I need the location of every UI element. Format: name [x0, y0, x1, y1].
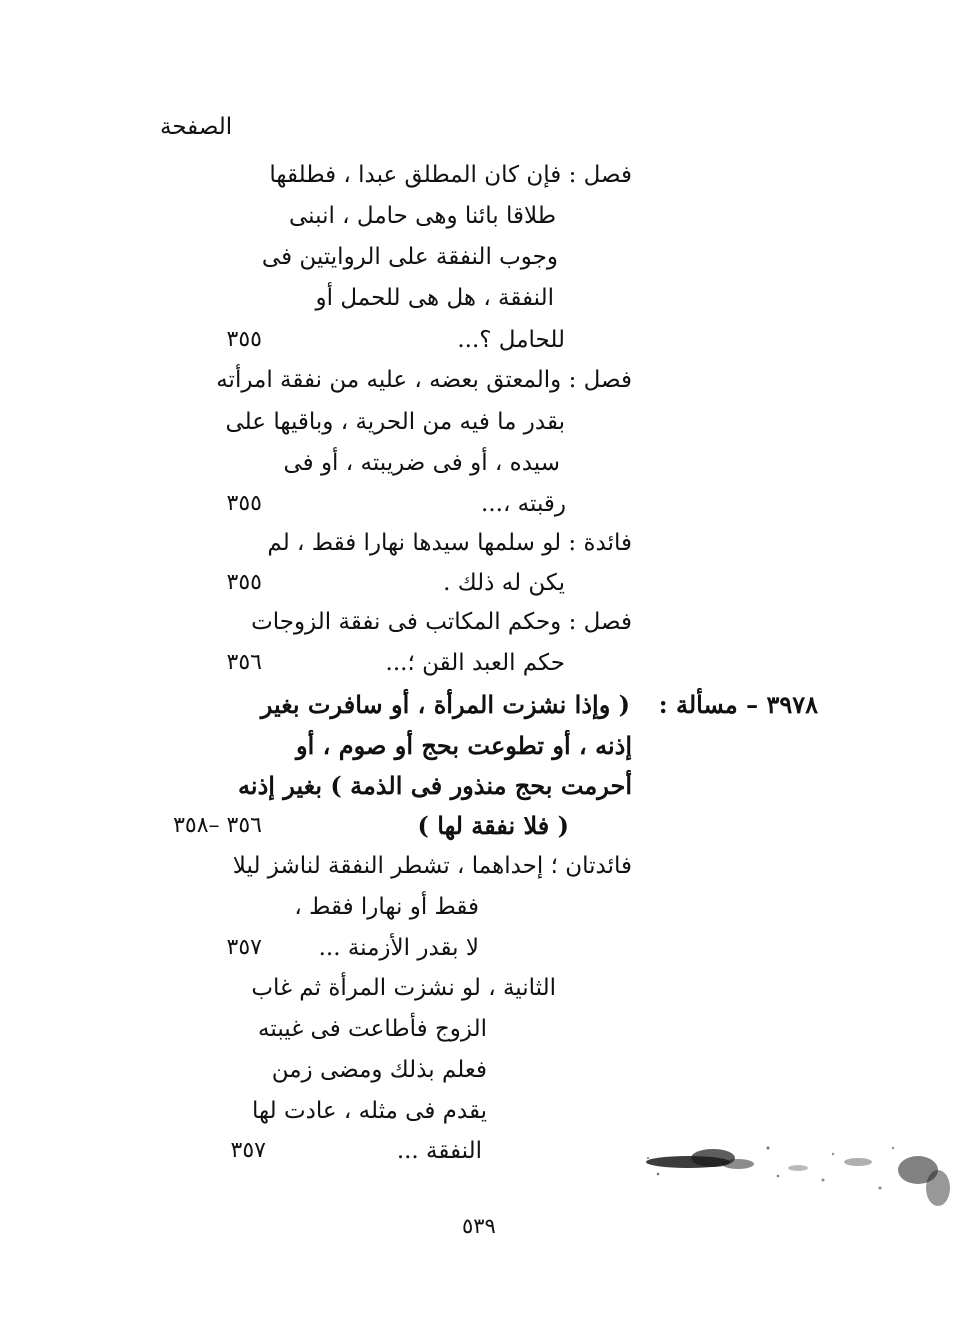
page-reference: ٣٥٧ [226, 935, 262, 960]
entry-text-line: بقدر ما فيه من الحرية ، وباقيها على [225, 409, 565, 435]
entry-text-line: الثانية ، لو نشزت المرأة ثم غاب [251, 975, 556, 1001]
entry-text-line: طلاقا بائنا وهى حامل ، انبنى [289, 203, 556, 229]
entry-text-line: سيده ، أو فى ضريبته ، أو فى [283, 450, 560, 476]
page-reference: ٣٥٥ [226, 570, 262, 595]
entry-text-line: النفقة ... [396, 1138, 482, 1164]
page-reference: ٣٥٥ [226, 327, 262, 352]
entry-text-line: يكن له ذلك . [443, 570, 565, 596]
masala-number: ٣٩٧٨ – مسألة : [658, 690, 818, 719]
entry-text-line: وجوب النفقة على الروايتين فى [261, 244, 558, 270]
page-column-header: الصفحة [160, 114, 233, 140]
entry-text-line: رقبته ،... [481, 491, 566, 517]
entry-text-line: فصل : فإن كان المطلق عبدا ، فطلقها [269, 162, 632, 188]
entry-text-line: الزوج فأطاعت فى غيبته [258, 1016, 487, 1042]
entry-text-line: للحامل ؟... [457, 327, 565, 353]
entry-text-line: فقط أو نهارا فقط ، [294, 894, 479, 920]
entry-text-line: حكم العبد القن ؛... [385, 650, 565, 676]
entry-text-line: لا بقدر الأزمنة ... [318, 935, 479, 961]
masala-text-line: ( فلا نفقة لها ) [417, 811, 569, 840]
masala-text-line: أحرمت بحج منذور فى الذمة ) بغير إذنه [238, 771, 632, 800]
entry-text-line: فصل : والمعتق بعضه ، عليه من نفقة امرأته [216, 367, 632, 393]
entry-text-line: فعلم بذلك ومضى زمن [271, 1057, 487, 1083]
page-reference: ٣٥٦ –٣٥٨ [173, 813, 262, 838]
entry-text-line: فائدتان ؛ إحداهما ، تشطر النفقة لناشز ليلا [232, 853, 632, 879]
page-reference: ٣٥٦ [226, 650, 262, 675]
page-number: ٥٣٩ [462, 1214, 496, 1238]
entry-text-line: النفقة ، هل هى للحمل أو [315, 285, 554, 311]
scan-smudge [618, 1118, 954, 1222]
masala-text-line: ( وإذا نشزت المرأة ، أو سافرت بغير [260, 690, 630, 719]
entry-text-line: فائدة : لو سلمها سيدها نهارا فقط ، لم [267, 530, 632, 556]
entry-text-line: فصل : وحكم المكاتب فى نفقة الزوجات [251, 609, 632, 635]
entry-text-line: يقدم فى مثله ، عادت لها [252, 1098, 487, 1124]
masala-text-line: إذنه ، أو تطوعت بحج أو صوم ، أو [296, 731, 632, 760]
page-reference: ٣٥٥ [226, 491, 262, 516]
page-reference: ٣٥٧ [230, 1138, 266, 1163]
